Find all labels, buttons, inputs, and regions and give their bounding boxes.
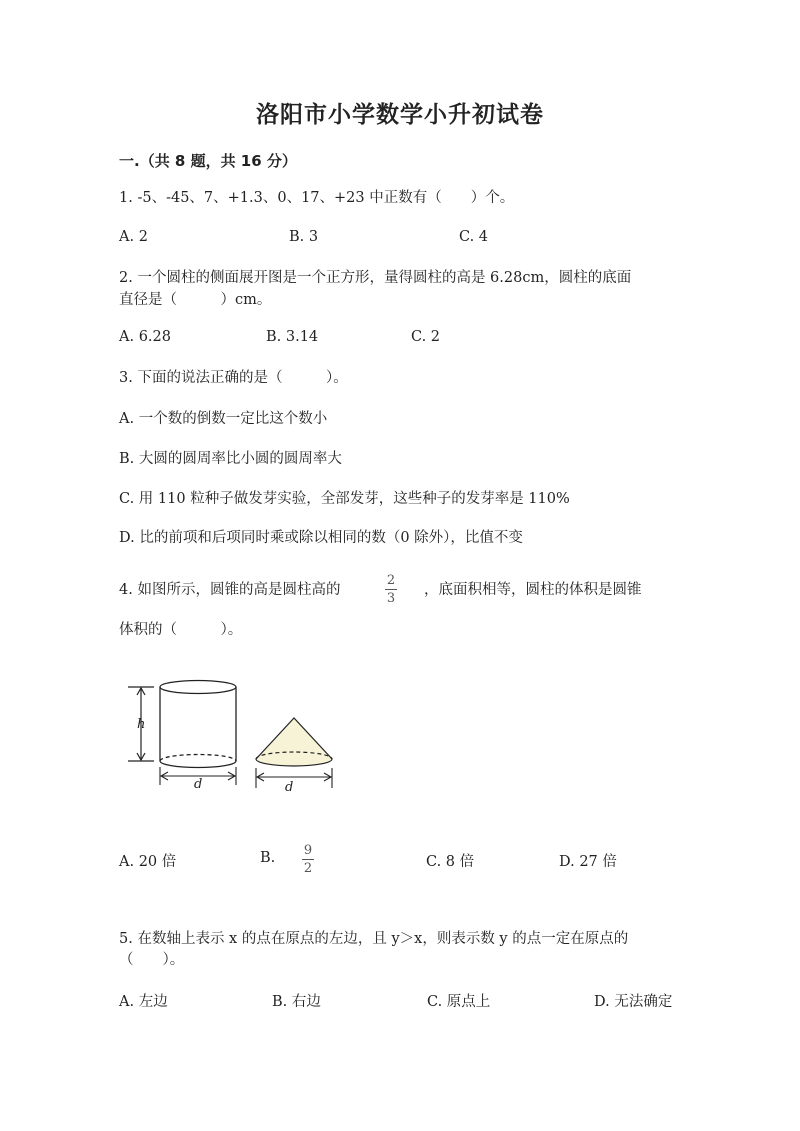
cylinder-cone-figure <box>124 675 344 800</box>
question-1-option-c[interactable]: C. 4 <box>459 229 489 245</box>
question-1-option-b[interactable]: B. 3 <box>289 229 319 245</box>
question-4-stem-after: ，底面积相等，圆柱的体积是圆锥 <box>424 582 642 598</box>
question-2-stem-line1: 2. 一个圆柱的侧面展开图是一个正方形，量得圆柱的高是 6.28cm，圆柱的底面 <box>119 270 632 286</box>
question-3-stem: 3. 下面的说法正确的是（ ）。 <box>119 370 348 386</box>
question-5-option-a[interactable]: A. 左边 <box>119 994 168 1010</box>
question-5-stem-line2: （ ）。 <box>119 952 185 968</box>
section-heading: 一.（共 8 题，共 16 分） <box>119 152 297 170</box>
question-5-option-b[interactable]: B. 右边 <box>272 994 321 1010</box>
fraction-denominator: 3 <box>386 591 396 606</box>
cone-diameter-dimension <box>256 768 332 788</box>
question-3-option-d[interactable]: D. 比的前项和后项同时乘或除以相同的数（0 除外），比值不变 <box>119 530 523 546</box>
question-3-option-c[interactable]: C. 用 110 粒种子做发芽实验，全部发芽，这些种子的发芽率是 110% <box>119 491 570 507</box>
question-4-stem-before: 4. 如图所示，圆锥的高是圆柱高的 <box>119 582 341 598</box>
question-4-stem-line2: 体积的（ ）。 <box>119 622 243 638</box>
question-3-option-b[interactable]: B. 大圆的圆周率比小圆的圆周率大 <box>119 451 342 467</box>
question-1-stem: 1. -5、-45、7、+1.3、0、17、+23 中正数有（ ）个。 <box>119 190 515 206</box>
cylinder <box>160 681 236 768</box>
question-1-option-a[interactable]: A. 2 <box>119 229 148 245</box>
question-3-option-a[interactable]: A. 一个数的倒数一定比这个数小 <box>119 411 328 427</box>
fraction-bar <box>302 859 314 860</box>
question-4-option-b[interactable]: B. <box>260 850 276 866</box>
fraction-numerator: 9 <box>303 843 313 858</box>
fraction-denominator: 2 <box>303 861 313 876</box>
question-4-option-c[interactable]: C. 8 倍 <box>426 854 475 870</box>
cylinder-diameter-label: d <box>194 777 203 792</box>
question-5-option-d[interactable]: D. 无法确定 <box>594 994 673 1010</box>
page-title: 洛阳市小学数学小升初试卷 <box>256 102 544 128</box>
question-2-option-b[interactable]: B. 3.14 <box>266 329 319 345</box>
height-label: h <box>137 717 146 732</box>
cone-diameter-label: d <box>285 780 294 795</box>
question-5-stem-line1: 5. 在数轴上表示 x 的点在原点的左边，且 y＞x，则表示数 y 的点一定在原点的 <box>119 931 629 947</box>
question-4-option-a[interactable]: A. 20 倍 <box>119 854 177 870</box>
question-5-option-c[interactable]: C. 原点上 <box>427 994 491 1010</box>
cone <box>256 718 332 766</box>
question-2-stem-line2: 直径是（ ）cm。 <box>119 292 272 308</box>
question-4-option-d[interactable]: D. 27 倍 <box>559 854 617 870</box>
fraction-numerator: 2 <box>386 573 396 588</box>
question-4-option-b-fraction <box>302 843 314 876</box>
question-2-option-a[interactable]: A. 6.28 <box>119 329 171 345</box>
question-4-fraction <box>385 573 397 606</box>
question-2-option-c[interactable]: C. 2 <box>411 329 441 345</box>
fraction-bar <box>385 589 397 590</box>
